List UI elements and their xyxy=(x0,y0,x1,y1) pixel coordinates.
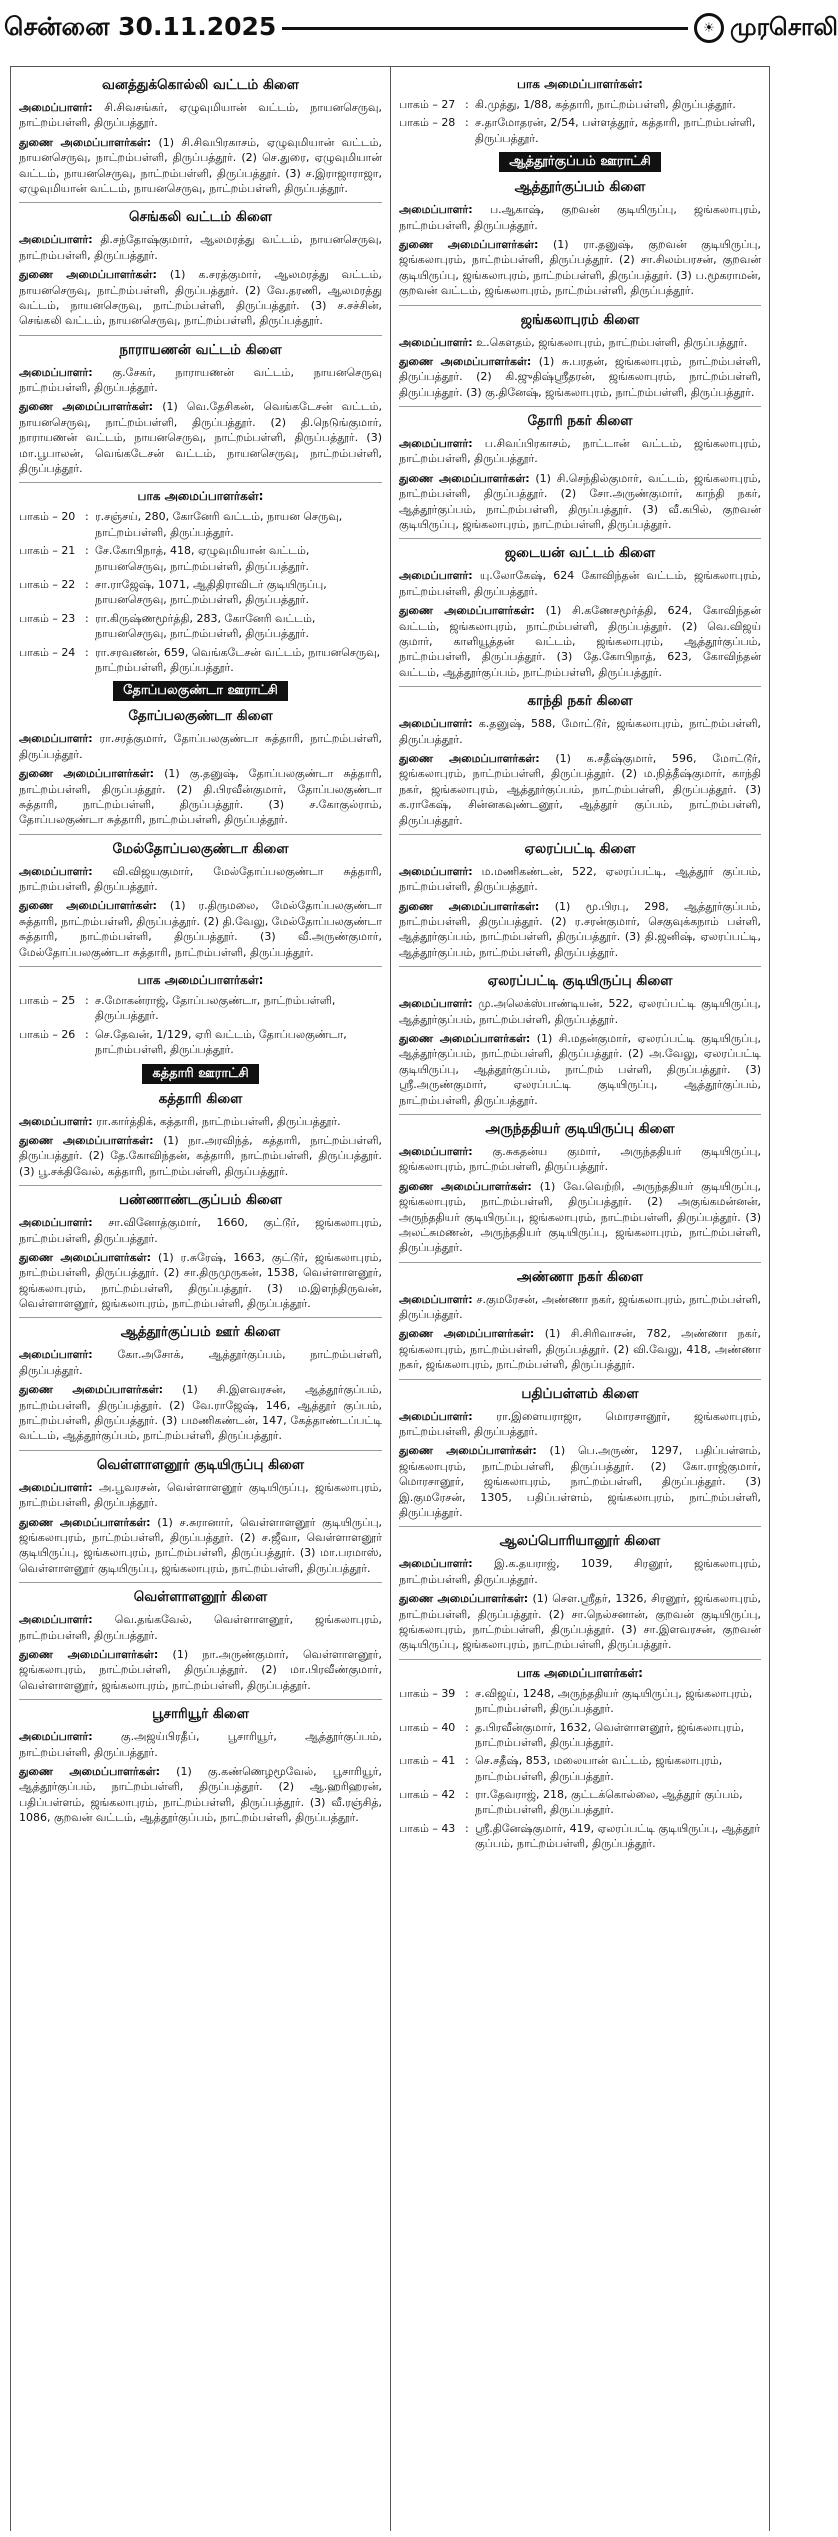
booth-colon: : xyxy=(465,98,469,111)
member-paragraph xyxy=(19,399,382,476)
member-paragraph xyxy=(399,864,761,895)
branch-section xyxy=(19,1457,382,1576)
role-label: துணை அமைப்பாளர்கள்: xyxy=(19,268,157,282)
branch-section xyxy=(399,545,761,680)
member-details: ச.குமரேசன், அண்ணா நகர், ஜங்கலாபுரம், நாட்றம்பள்ளி, திருப்பத்தூர். xyxy=(399,1292,761,1322)
booth-member: செ.சதீஷ், 853, மலையான் வட்டம், ஜங்கலாபுரம், நாட்றம்பள்ளி, திருப்பத்தூர். xyxy=(475,1754,723,1783)
panchayat-heading: கத்தாரி ஊராட்சி xyxy=(142,1064,258,1084)
booth-member: ஸ்ரீ.தினேஷ்குமார், 419, ஏலரப்பட்டி குடியிருப்பு, ஆத்தூர் குப்பம், நாட்றம்பள்ளி, திருப்பத்தூர். xyxy=(475,1821,761,1851)
member-details: (1) கு.கண்ணெழமூவேல், பூசாரியூர், ஆத்தூர்குப்பம், நாட்றம்பள்ளி, திருப்பத்தூர். (2) ஆ.ஹரிஹரன், பதிப்பள்ளம், ஜங்கலாபுரம், நாட்றம்பள்ளி, திருப்பத்தூர். (3) வீ.ரஞ்சித், 1086, குறவன் வட்டம், ஆத்தூர்குப்பம், நாட்றம்பள்ளி, திருப்பத்தூர். xyxy=(19,1764,382,1825)
booth-row xyxy=(399,1821,761,1852)
branch-title: அருந்ததியர் குடியிருப்பு கிளை xyxy=(485,1120,675,1137)
booth-number: பாகம் – 27 xyxy=(399,98,456,111)
branch-title: ஏலரப்பட்டி கிளை xyxy=(524,840,636,857)
role-label: அமைப்பாளர்: xyxy=(19,864,93,878)
booth-member: ச.விஜய், 1248, அருந்ததியர் குடியிருப்பு, ஜங்கலாபுரம், நாட்றம்பள்ளி, திருப்பத்தூர். xyxy=(475,1686,753,1716)
member-details: (1) சௌ.ஸ்ரீதர், 1326, சிரனூர், ஜங்கலாபுரம், நாட்றம்பள்ளி, திருப்பத்தூர். (2) சா.நெல்சனான், குறவன் குடியிருப்பு, ஜங்கலாபுரம், நாட்றம்பள்ளி, திருப்பத்தூர். (3) சா.இளவரசன், குறவன் குடியிருப்பு, ஜங்கலாபுரம், நாட்றம்பள்ளி, திருப்பத்தூர். xyxy=(399,1592,761,1652)
article-page xyxy=(10,66,770,2531)
booth-heading: பாக அமைப்பாளர்கள்: xyxy=(137,973,264,988)
booth-member: செ.தேவன், 1/129, ஏரி வட்டம், தோப்பலகுண்டா, நாட்றம்பள்ளி, திருப்பத்தூர். xyxy=(95,1027,347,1057)
role-label: அமைப்பாளர்: xyxy=(19,1730,93,1744)
member-paragraph xyxy=(19,898,382,960)
member-details: சா.வினோத்குமார், 1660, குட்டூர், ஜங்கலாபுரம், நாட்றம்பள்ளி, திருப்பத்தூர். xyxy=(19,1216,383,1245)
booth-row xyxy=(19,611,382,642)
member-details: உ.கௌதம், ஜங்கலாபுரம், நாட்றம்பள்ளி, திருப்பத்தூர். xyxy=(476,335,748,349)
member-paragraph xyxy=(399,1556,761,1587)
booth-colon: : xyxy=(465,1720,469,1734)
member-details: (1) வெ.தேசிகன், வெங்கடேசன் வட்டம், நாயனசெருவு, நாட்றம்பள்ளி, திருப்பத்தூர். (2) தி.நெடுங்குமார், நாராயணன் வட்டம், நாயனசெருவு, நாட்றம்பள்ளி, திருப்பத்தூர். (3) மா.பூபாலன், வெங்கடேசன் வட்டம், நாயனசெருவு, நாட்றம்பள்ளி, திருப்பத்தூர். xyxy=(19,400,382,476)
role-label: அமைப்பாளர்: xyxy=(19,1348,93,1362)
role-label: துணை அமைப்பாளர்கள்: xyxy=(19,1764,161,1778)
section-divider xyxy=(19,1317,382,1318)
booth-row xyxy=(19,509,382,540)
branch-title: கத்தாரி கிளை xyxy=(158,1090,243,1107)
booth-colon: : xyxy=(465,116,469,130)
member-details: (1) ச.சுரானார், வெள்ளாளனூர் குடியிருப்பு, ஜங்கலாபுரம், நாட்றம்பள்ளி, திருப்பத்தூர். (2) ச.ஜீவா, வெள்ளாளனூர் குடியிருப்பு, ஜங்கலாபுரம், நாட்றம்பள்ளி, திருப்பத்தூர். (3) மா.பரமாஸ், வெள்ளாளனூர் குடியிருப்பு, ஜங்கலாபுரம், நாட்றம்பள்ளி, திருப்பத்தூர். xyxy=(19,1515,382,1575)
branch-title: பூசாரியூர் கிளை xyxy=(152,1706,249,1723)
member-paragraph xyxy=(399,1591,761,1653)
booth-member: ரா.கிருஷ்ணமூர்த்தி, 283, கோனேரி வட்டம், நாயனசெருவு, நாட்றம்பள்ளி, திருப்பத்தூர். xyxy=(95,611,316,641)
member-paragraph xyxy=(399,603,761,680)
section-divider xyxy=(399,1526,761,1527)
booth-number: பாகம் – 24 xyxy=(19,645,76,659)
booth-heading: பாக அமைப்பாளர்கள்: xyxy=(137,489,264,504)
role-label: துணை அமைப்பாளர்கள்: xyxy=(19,899,157,913)
branch-title: ஆலப்பொரியானூர் கிளை xyxy=(499,1533,661,1550)
member-details: (1) சி.கணேசமூர்த்தி, 624, கோவிந்தன் வட்டம், ஜங்கலாபுரம், நாட்றம்பள்ளி, திருப்பத்தூர். (2) வெ.விஜய் குமார், காளியூத்தன் வட்டம், ஜங்கலாபுரம், ஆத்தூர்குப்பம், நாட்றம்பள்ளி, திருப்பத்தூர். (3) தே.கோபிநாத், 623, கோவிந்தன் வட்டம், ஆத்தூர்குப்பம், நாட்றம்பள்ளி, திருப்பத்தூர். xyxy=(399,604,761,679)
role-label: அமைப்பாளர்: xyxy=(19,101,93,114)
role-label: துணை அமைப்பாளர்கள்: xyxy=(19,1250,151,1264)
booth-colon: : xyxy=(465,1686,469,1700)
member-details: மு.அலெக்ஸ்பாண்டியன், 522, ஏலரப்பட்டி குடியிருப்பு, ஆத்தூர்குப்பம், நாட்றம்பள்ளி, திருப்பத்தூர். xyxy=(399,997,761,1026)
branch-section xyxy=(399,973,761,1108)
booth-colon: : xyxy=(465,1821,469,1835)
booth-number: பாகம் – 20 xyxy=(19,510,76,524)
member-paragraph xyxy=(19,100,382,131)
member-paragraph xyxy=(399,237,761,299)
booth-colon: : xyxy=(85,544,89,558)
role-label: துணை அமைப்பாளர்கள்: xyxy=(399,1592,529,1606)
role-label: அமைப்பாளர்: xyxy=(19,365,93,379)
member-details: (1) ர.திருமலை, மேல்தோப்பலகுண்டா சுத்தாரி, நாட்றம்பள்ளி, திருப்பத்தூர். (2) தி.வேலு, மேல்தோப்பலகுண்டா சுத்தாரி, நாட்றம்பள்ளி, திருப்பத்தூர். (3) வீ.அருண்குமார், மேல்தோப்பலகுண்டா சுத்தாரி, நாட்றம்பள்ளி, திருப்பத்தூர். xyxy=(19,899,382,959)
member-paragraph xyxy=(19,365,382,396)
branch-title: ஏலரப்பட்டி குடியிருப்பு கிளை xyxy=(487,973,673,990)
member-paragraph xyxy=(19,1215,382,1246)
booth-row xyxy=(19,1027,382,1058)
member-details: (1) க.சரத்குமார், ஆலமரத்து வட்டம், நாயனசெருவு, நாட்றம்பள்ளி, திருப்பத்தூர். (2) வே.தரணி, ஆலமரத்து வட்டம், நாயனசெருவு, நாட்றம்பள்ளி, திருப்பத்தூர். (3) ச.சச்சின், செங்கலி வட்டம், நாயனசெருவு, நாட்றம்பள்ளி, திருப்பத்தூர். xyxy=(19,268,382,328)
booth-number: பாகம் – 41 xyxy=(399,1754,456,1768)
booth-member: சே.கோபிநாத், 418, ஏழுவுமியான் வட்டம், நாயனசெருவு, நாட்றம்பள்ளி, திருப்பத்தூர். xyxy=(95,544,310,573)
member-paragraph xyxy=(399,1443,761,1520)
branch-title: தோப்பலகுண்டா கிளை xyxy=(128,708,273,725)
role-label: துணை அமைப்பாளர்கள்: xyxy=(19,767,155,781)
member-paragraph xyxy=(19,135,382,197)
member-details: அ.பூவரசன், வெள்ளாளனூர் குடியிருப்பு, ஜங்கலாபுரம், நாட்றம்பள்ளி, திருப்பத்தூர். xyxy=(19,1480,382,1510)
member-details: ம.மணிகண்டன், 522, ஏலரப்பட்டி, ஆத்தூர் குப்பம், நாட்றம்பள்ளி, திருப்பத்தூர். xyxy=(399,864,762,894)
booth-row xyxy=(399,1753,761,1784)
member-details: (1) நா.அரவிந்த், கத்தாரி, நாட்றம்பள்ளி, திருப்பத்தூர். (2) தே.கோவிந்தன், கத்தாரி, நாட்றம்பள்ளி, திருப்பத்தூர். (3) பூ.சக்திவேல், கத்தாரி, நாட்றம்பள்ளி, திருப்பத்தூர். xyxy=(19,1133,382,1178)
section-divider xyxy=(399,1262,761,1263)
member-paragraph xyxy=(19,1347,382,1378)
member-paragraph xyxy=(19,267,382,329)
role-label: அமைப்பாளர்: xyxy=(399,1557,473,1571)
booth-member: சா.ராஜேஷ், 1071, ஆதிதிராவிடர் குடியிருப்பு, நாயனசெருவு, நாட்றம்பள்ளி, திருப்பத்தூர். xyxy=(95,577,327,607)
role-label: துணை அமைப்பாளர்கள்: xyxy=(19,1383,164,1397)
branch-section xyxy=(19,342,382,477)
member-details: கு.அஜய்பிரதீப், பூசாரியூர், ஆத்தூர்குப்பம், நாட்றம்பள்ளி, திருப்பத்தூர். xyxy=(19,1730,382,1759)
booth-colon: : xyxy=(85,510,89,524)
member-paragraph xyxy=(399,899,761,961)
role-label: துணை அமைப்பாளர்கள்: xyxy=(19,135,152,149)
left-column xyxy=(11,67,390,2531)
section-divider xyxy=(399,1114,761,1115)
booth-heading: பாக அமைப்பாளர்கள்: xyxy=(517,77,643,91)
member-paragraph xyxy=(399,1292,761,1323)
role-label: துணை அமைப்பாளர்கள்: xyxy=(399,1327,535,1341)
branch-section xyxy=(19,1706,382,1825)
member-details: கு.சுகதன்ய குமார், அருந்ததியர் குடியிருப்பு, ஜங்கலாபுரம், நாட்றம்பள்ளி, திருப்பத்தூர். xyxy=(399,1144,761,1174)
member-paragraph xyxy=(19,1729,382,1760)
member-paragraph xyxy=(399,751,761,828)
booth-row xyxy=(399,1686,761,1717)
branch-section xyxy=(19,1324,382,1443)
booth-row xyxy=(19,645,382,676)
member-paragraph xyxy=(399,996,761,1027)
branch-title: மேல்தோப்பலகுண்டா கிளை xyxy=(112,840,289,857)
section-divider xyxy=(399,1659,761,1660)
booth-row xyxy=(399,115,761,146)
booth-member: ரா.தேவராஜ், 218, குட்டக்கொல்லை, ஆத்தூர் குப்பம், நாட்றம்பள்ளி, திருப்பத்தூர். xyxy=(475,1788,743,1817)
branch-title: வெள்ளாளனூர் குடியிருப்பு கிளை xyxy=(96,1456,305,1473)
booth-list xyxy=(399,1666,761,1852)
booth-heading: பாக அமைப்பாளர்கள்: xyxy=(517,1665,643,1680)
section-divider xyxy=(19,1699,382,1700)
booth-colon: : xyxy=(85,645,89,659)
branch-section xyxy=(19,841,382,960)
section-divider xyxy=(19,1450,382,1451)
role-label: துணை அமைப்பாளர்கள்: xyxy=(399,899,540,913)
member-paragraph xyxy=(19,1764,382,1826)
booth-row xyxy=(19,543,382,574)
member-paragraph xyxy=(19,232,382,263)
member-paragraph xyxy=(19,731,382,762)
header-rule xyxy=(282,27,688,30)
role-label: துணை அமைப்பாளர்கள்: xyxy=(399,354,532,368)
booth-colon: : xyxy=(465,1754,469,1768)
member-paragraph xyxy=(399,471,761,533)
role-label: அமைப்பாளர்: xyxy=(19,233,93,247)
member-paragraph xyxy=(399,1144,761,1175)
booth-member: கி.முத்து, 1/88, கத்தாரி, நாட்றம்பள்ளி, திருப்பத்தூர். xyxy=(475,98,736,111)
member-details: ரா.சரத்குமார், தோப்பலகுண்டா சுத்தாரி, நாட்றம்பள்ளி, திருப்பத்தூர். xyxy=(19,732,382,761)
booth-member: ர.சஞ்சய், 280, கோனேரி வட்டம், நாயன செருவு, நாட்றம்பள்ளி, திருப்பத்தூர். xyxy=(95,510,343,539)
booth-number: பாகம் – 43 xyxy=(399,1821,456,1835)
role-label: துணை அமைப்பாளர்கள்: xyxy=(19,1133,154,1147)
right-column xyxy=(390,67,769,2531)
role-label: அமைப்பாளர்: xyxy=(19,1613,93,1627)
member-details: (1) வே.வெற்றி, அருந்ததியர் குடியிருப்பு, ஜங்கலாபுரம், நாட்றம்பள்ளி, திருப்பத்தூர். (2) அகுங்கமன்னன், அருந்ததியர் குடியிருப்பு, ஜங்கலாபுரம், நாட்றம்பள்ளி, திருப்பத்தூர். (3) அலட்சுமணன், அருந்ததியர் குடியிருப்பு, ஜங்கலாபுரம், நாட்றம்பள்ளி, திருப்பத்தூர். xyxy=(399,1179,762,1255)
booth-member: த.பிரவீன்குமார், 1632, வெள்ளாளனூர், ஜங்கலாபுரம், நாட்றம்பள்ளி, திருப்பத்தூர். xyxy=(475,1720,745,1749)
section-divider xyxy=(399,1379,761,1380)
role-label: அமைப்பாளர்: xyxy=(399,203,473,217)
booth-member: ரா.சரவணன், 659, வெங்கடேசன் வட்டம், நாயனசெருவு, நாட்றம்பள்ளி, திருப்பத்தூர். xyxy=(95,645,381,674)
role-label: துணை அமைப்பாளர்கள்: xyxy=(399,1179,532,1193)
role-label: அமைப்பாளர்: xyxy=(19,1480,93,1494)
booth-row xyxy=(399,1787,761,1818)
member-details: (1) சி.இளவரசன், ஆத்தூர்குப்பம், நாட்றம்பள்ளி, திருப்பத்தூர். (2) வே.ராஜேஷ், 146, ஆத்தூர் குப்பம், நாட்றம்பள்ளி, திருப்பத்தூர். (3) பமணிகண்டன், 147, கேத்தாண்டப்பட்டி வட்டம், ஆத்தூர்குப்பம், நாட்றம்பள்ளி, திருப்பத்தூர். xyxy=(19,1383,383,1443)
member-paragraph xyxy=(19,766,382,828)
role-label: துணை அமைப்பாளர்கள்: xyxy=(399,751,540,765)
member-details: (1) சி.செந்தில்குமார், வட்டம், ஜங்கலாபுரம், நாட்றம்பள்ளி, திருப்பத்தூர். (2) சோ.அருண்குமார், காந்தி நகர், ஆத்தூர்குப்பம், நாட்றம்பள்ளி, திருப்பத்தூர். (3) வீ.கபில், குறவன் குடியிருப்பு, ஜங்கலாபுரம், நாட்றம்பள்ளி, திருப்பத்தூர். xyxy=(399,471,761,532)
branch-section xyxy=(399,413,761,532)
member-paragraph xyxy=(19,1515,382,1577)
booth-colon: : xyxy=(465,1788,469,1802)
role-label: துணை அமைப்பாளர்கள்: xyxy=(399,1032,531,1046)
member-paragraph xyxy=(19,1114,382,1129)
member-details: வெ.தங்கவேல், வெள்ளாளனூர், ஜங்கலாபுரம், நாட்றம்பள்ளி, திருப்பத்தூர். xyxy=(19,1613,383,1642)
section-divider xyxy=(19,1185,382,1186)
member-paragraph xyxy=(399,1179,761,1256)
booth-member: ச.தாமோதரன், 2/54, பள்ளத்தூர், கத்தாரி, நாட்றம்பள்ளி, திருப்பத்தூர். xyxy=(475,116,756,145)
member-paragraph xyxy=(19,864,382,895)
member-details: தி.சந்தோஷ்குமார், ஆலமரத்து வட்டம், நாயனசெருவு, நாட்றம்பள்ளி, திருப்பத்தூர். xyxy=(19,233,382,262)
rising-sun-logo-icon: ☀ xyxy=(694,13,724,43)
role-label: அமைப்பாளர்: xyxy=(399,1292,473,1306)
role-label: அமைப்பாளர்: xyxy=(399,997,473,1011)
branch-title: அண்ணா நகர் கிளை xyxy=(516,1268,644,1285)
member-paragraph xyxy=(19,1612,382,1643)
section-divider xyxy=(399,834,761,835)
branch-section xyxy=(19,209,382,328)
section-divider xyxy=(399,538,761,539)
booth-colon: : xyxy=(85,994,89,1008)
branch-section xyxy=(399,693,761,828)
branch-title: தோரி நகர் கிளை xyxy=(527,413,633,430)
booth-list xyxy=(19,489,382,675)
section-divider xyxy=(19,335,382,336)
booth-number: பாகம் – 22 xyxy=(19,577,76,591)
booth-row xyxy=(399,1720,761,1751)
branch-title: நாராயணன் வட்டம் கிளை xyxy=(119,341,282,358)
masthead xyxy=(0,0,838,56)
branch-title: பண்ணாண்டகுப்பம் கிளை xyxy=(119,1192,282,1209)
branch-section xyxy=(399,1121,761,1256)
role-label: துணை அமைப்பாளர்கள்: xyxy=(399,237,539,251)
member-details: இ.க.தயராஜ், 1039, சிரனூர், ஜங்கலாபுரம், நாட்றம்பள்ளி, திருப்பத்தூர். xyxy=(399,1557,762,1586)
booth-number: பாகம் – 42 xyxy=(399,1788,456,1802)
member-details: சி.சிவசங்கர், ஏழுவுமியான் வட்டம், நாயனசெருவு, நாட்றம்பள்ளி, திருப்பத்தூர். xyxy=(19,101,382,130)
branch-section xyxy=(19,708,382,827)
section-divider xyxy=(19,202,382,203)
role-label: துணை அமைப்பாளர்கள்: xyxy=(19,400,154,414)
booth-number: பாகம் – 23 xyxy=(19,611,76,625)
member-details: (1) கு.தனுஷ், தோப்பலகுண்டா சுத்தாரி, நாட்றம்பள்ளி, திருப்பத்தூர். (2) தி.பிரவீன்குமார், தோப்பலகுண்டா சுத்தாரி, நாட்றம்பள்ளி, திருப்பத்தூர். (3) ச.கோகுல்ராம், தோப்பலகுண்டா சுத்தாரி, நாட்றம்பள்ளி, திருப்பத்தூர். xyxy=(19,767,382,827)
branch-section xyxy=(399,179,761,298)
newspaper-name: முரசொலி xyxy=(730,12,838,41)
member-paragraph xyxy=(19,1133,382,1179)
role-label: துணை அமைப்பாளர்கள்: xyxy=(399,1444,537,1458)
member-details: (1) ரா.தனுஷ், குறவன் குடியிருப்பு, ஜங்கலாபுரம், நாட்றம்பள்ளி, திருப்பத்தூர். (2) சா.சிலம்பரசன், குறவன் குடியிருப்பு, ஜங்கலாபுரம், நாட்றம்பள்ளி, திருப்பத்தூர். (3) ப.மூகராமன், குறவன் வட்டம், ஜங்கலாபுரம், நாட்றம்பள்ளி, திருப்பத்தூர். xyxy=(399,237,761,298)
member-paragraph xyxy=(399,568,761,599)
role-label: அமைப்பாளர்: xyxy=(399,1409,473,1423)
branch-title: செங்கலி வட்டம் கிளை xyxy=(129,209,272,226)
edition-date: சென்னை 30.11.2025 xyxy=(4,11,277,41)
branch-section xyxy=(19,1589,382,1693)
role-label: அமைப்பாளர்: xyxy=(19,1216,93,1230)
member-paragraph xyxy=(399,1409,761,1440)
booth-number: பாகம் – 40 xyxy=(399,1720,456,1734)
branch-title: ஆத்தூர்குப்பம் கிளை xyxy=(514,179,646,196)
member-details: கு.சேகர், நாராயணன் வட்டம், நாயனசெருவு நாட்றம்பள்ளி, திருப்பத்தூர். xyxy=(19,365,382,395)
section-divider xyxy=(399,686,761,687)
branch-section xyxy=(399,1386,761,1521)
branch-title: ஆத்தூர்குப்பம் ஊர் கிளை xyxy=(120,1324,281,1341)
role-label: அமைப்பாளர்: xyxy=(399,437,473,451)
member-details: (1) க.சதீஷ்குமார், 596, மோட்டூர், ஜங்கலாபுரம், நாட்றம்பள்ளி, திருப்பத்தூர். (2) ம.நித்தீஷ்குமார், காந்தி நகர், ஜங்கலாபுரம், ஆத்தூர்குப்பம், நாட்றம்பள்ளி, திருப்பத்தூர். (3) க.ராகேஷ், சின்னகவுண்டனூர், ஆத்தூர் குப்பம், நாட்றம்பள்ளி, திருப்பத்தூர். xyxy=(399,751,761,827)
section-divider xyxy=(399,406,761,407)
branch-title: வனத்துக்கொல்லி வட்டம் கிளை xyxy=(102,77,299,93)
role-label: அமைப்பாளர்: xyxy=(399,717,473,731)
branch-section xyxy=(399,312,761,401)
member-paragraph xyxy=(19,1480,382,1511)
panchayat-heading: ஆத்தூர்குப்பம் ஊராட்சி xyxy=(499,152,661,172)
panchayat-heading: தோப்பலகுண்டா ஊராட்சி xyxy=(113,681,288,701)
branch-section xyxy=(19,1091,382,1180)
branch-section xyxy=(399,1533,761,1652)
branch-section xyxy=(19,77,382,196)
role-label: அமைப்பாளர்: xyxy=(399,1144,473,1158)
member-details: ரா.இளையராஜா, மொரசானூர், ஜங்கலாபுரம், நாட்றம்பள்ளி, திருப்பத்தூர். xyxy=(399,1409,761,1439)
section-divider xyxy=(399,305,761,306)
member-details: ப.சிவப்பிரகாசம், நாட்டான் வட்டம், ஜங்கலாபுரம், நாட்றம்பள்ளி, திருப்பத்தூர். xyxy=(399,437,761,466)
role-label: துணை அமைப்பாளர்கள்: xyxy=(19,1515,151,1529)
member-paragraph xyxy=(19,1382,382,1444)
branch-section xyxy=(19,1192,382,1311)
role-label: அமைப்பாளர்: xyxy=(399,864,473,878)
section-divider xyxy=(19,1582,382,1583)
member-details: (1) சி.மதன்குமார், ஏலரப்பட்டி குடியிருப்பு, ஆத்தூர்குப்பம், நாட்றம்பள்ளி, திருப்பத்தூர். (2) அ.வேலு, ஏலரப்பட்டி குடியிருப்பு, ஆத்தூர்குப்பம், நாட்றம் பள்ளி, திருப்பத்தூர். (3) ஸ்ரீ.அருண்குமார், ஏலரப்பட்டி குடியிருப்பு, ஆத்தூர்குப்பம், நாட்றம்பள்ளி, திருப்பத்தூர். xyxy=(399,1032,761,1107)
member-paragraph xyxy=(19,1250,382,1312)
member-paragraph xyxy=(399,354,761,400)
section-divider xyxy=(19,834,382,835)
member-details: (1) சி.சிரிவாசன், 782, அண்ணா நகர், ஜங்கலாபுரம், நாட்றம்பள்ளி, திருப்பத்தூர். (2) வி.வேலு, 418, அண்ணா நகர், ஜங்கலாபுரம், நாட்றம்பள்ளி, திருப்பத்தூர். xyxy=(399,1327,761,1372)
member-paragraph xyxy=(19,1647,382,1693)
booth-number: பாகம் – 26 xyxy=(19,1027,76,1041)
booth-colon: : xyxy=(85,577,89,591)
branch-title: ஜடையன் வட்டம் கிளை xyxy=(504,545,656,562)
member-details: (1) சி.சிவபிரகாசம், ஏழுவுமியான் வட்டம், நாயனசெருவு, நாட்றம்பள்ளி, திருப்பத்தூர். (2) செ.துரை, ஏழுவுமியான் வட்டம், நாயனசெருவு, நாட்றம்பள்ளி, திருப்பத்தூர். (3) ச.இராஜாராஜா, ஏழுவுமியான் வட்டம், நாயனசெருவு, நாட்றம்பள்ளி, திருப்பத்தூர். xyxy=(19,135,382,195)
booth-row xyxy=(19,993,382,1024)
booth-number: பாகம் – 21 xyxy=(19,544,76,558)
role-label: அமைப்பாளர்: xyxy=(399,569,473,583)
role-label: துணை அமைப்பாளர்கள்: xyxy=(399,604,535,618)
member-details: (1) சு.பரதன், ஜங்கலாபுரம், நாட்றம்பள்ளி, திருப்பத்தூர். (2) கி.ஜுதிஷ்ஸ்ரீதரன், ஜங்கலாபுரம், நாட்றம்பள்ளி, திருப்பத்தூர். (3) கு.தினேஷ், ஜங்கலாபுரம், நாட்றம்பள்ளி, திருப்பத்தூர். xyxy=(399,354,761,399)
branch-section xyxy=(399,841,761,960)
section-divider xyxy=(19,482,382,483)
member-details: (1) மூ.பிரபு, 298, ஆத்தூர்குப்பம், நாட்றம்பள்ளி, திருப்பத்தூர். (2) ர.சரன்குமார், செகுவுக்கநாம் பள்ளி, ஆத்தூர்குப்பம், நாட்றம்பள்ளி, திருப்பத்தூர். (3) தி.ஜனிஷ், ஏலரப்பட்டி, ஆத்தூர்குப்பம், நாட்றம்பள்ளி, திருப்பத்தூர். xyxy=(399,899,762,959)
booth-list xyxy=(19,973,382,1058)
member-paragraph xyxy=(399,335,761,350)
booth-row xyxy=(399,97,761,112)
booth-member: ச.மோகன்ராஜ், தோப்பலகுண்டா, நாட்றம்பள்ளி, திருப்பத்தூர். xyxy=(95,994,336,1023)
member-paragraph xyxy=(399,202,761,233)
member-paragraph xyxy=(399,1031,761,1108)
booth-list xyxy=(399,77,761,146)
booth-number: பாகம் – 28 xyxy=(399,116,456,130)
role-label: துணை அமைப்பாளர்கள்: xyxy=(19,1647,159,1661)
member-details: (1) ர.சுரேஷ், 1663, குட்டூர், ஜங்கலாபுரம், நாட்றம்பள்ளி, திருப்பத்தூர். (2) சா.திருமுருகன், 1538, வெள்ளாளனூர், ஜங்கலாபுரம், நாட்றம்பள்ளி, திருப்பத்தூர். (3) ம.இளந்திருவன், வெள்ளாளனூர், ஜங்கலாபுரம், நாட்றம்பள்ளி, திருப்பத்தூர். xyxy=(19,1250,382,1311)
role-label: அமைப்பாளர்: xyxy=(19,732,93,746)
member-paragraph xyxy=(399,436,761,467)
booth-colon: : xyxy=(85,611,89,625)
role-label: துணை அமைப்பாளர்கள்: xyxy=(399,471,530,485)
branch-title: ஜங்கலாபுரம் கிளை xyxy=(520,311,640,328)
branch-title: வெள்ளாளனூர் கிளை xyxy=(133,1589,268,1606)
member-paragraph xyxy=(399,716,761,747)
booth-row xyxy=(19,577,382,608)
role-label: அமைப்பாளர்: xyxy=(19,1114,93,1128)
section-divider xyxy=(399,966,761,967)
branch-section xyxy=(399,1269,761,1373)
booth-number: பாகம் – 25 xyxy=(19,994,76,1008)
member-details: (1) பெ.அருண், 1297, பதிப்பள்ளம், ஜங்கலாபுரம், நாட்றம்பள்ளி, திருப்பத்தூர். (2) கோ.ராஜ்குமார், மொரசானூர், ஜங்கலாபுரம், நாட்றம்பள்ளி, திருப்பத்தூர். (3) இ.குமரேசன், 1305, பதிப்பள்ளம், ஜங்கலாபுரம், நாட்றம்பள்ளி, திருப்பத்தூர். xyxy=(399,1444,761,1519)
branch-title: பதிப்பள்ளம் கிளை xyxy=(521,1385,639,1402)
member-details: வி.விஜயகுமார், மேல்தோப்பலகுண்டா சுத்தாரி, நாட்றம்பள்ளி, திருப்பத்தூர். xyxy=(19,864,383,894)
member-details: கோ.அசோக், ஆத்தூர்குப்பம், நாட்றம்பள்ளி, திருப்பத்தூர். xyxy=(19,1348,383,1377)
booth-number: பாகம் – 39 xyxy=(399,1686,456,1700)
member-details: ப.ஆகாஷ், குறவன் குடியிருப்பு, ஜங்கலாபுரம், நாட்றம்பள்ளி, திருப்பத்தூர். xyxy=(399,203,761,232)
section-divider xyxy=(19,966,382,967)
booth-colon: : xyxy=(85,1027,89,1041)
branch-title: காந்தி நகர் கிளை xyxy=(527,693,633,710)
member-details: க.தனுஷ், 588, மோட்டூர், ஜங்கலாபுரம், நாட்றம்பள்ளி, திருப்பத்தூர். xyxy=(399,717,762,746)
member-details: யு.லோகேஷ், 624 கோவிந்தன் வட்டம், ஜங்கலாபுரம், நாட்றம்பள்ளி, திருப்பத்தூர். xyxy=(399,569,762,598)
member-paragraph xyxy=(399,1326,761,1372)
member-details: (1) நா.அருண்குமார், வெள்ளாளனூர், ஜங்கலாபுரம், நாட்றம்பள்ளி, திருப்பத்தூர். (2) மா.பிரவீண்குமார், வெள்ளாளனூர், ஜங்கலாபுரம், நாட்றம்பள்ளி, திருப்பத்தூர். xyxy=(19,1647,382,1692)
role-label: அமைப்பாளர்: xyxy=(399,335,473,349)
member-details: ரா.கார்த்திக், கத்தாரி, நாட்றம்பள்ளி, திருப்பத்தூர். xyxy=(96,1114,341,1128)
